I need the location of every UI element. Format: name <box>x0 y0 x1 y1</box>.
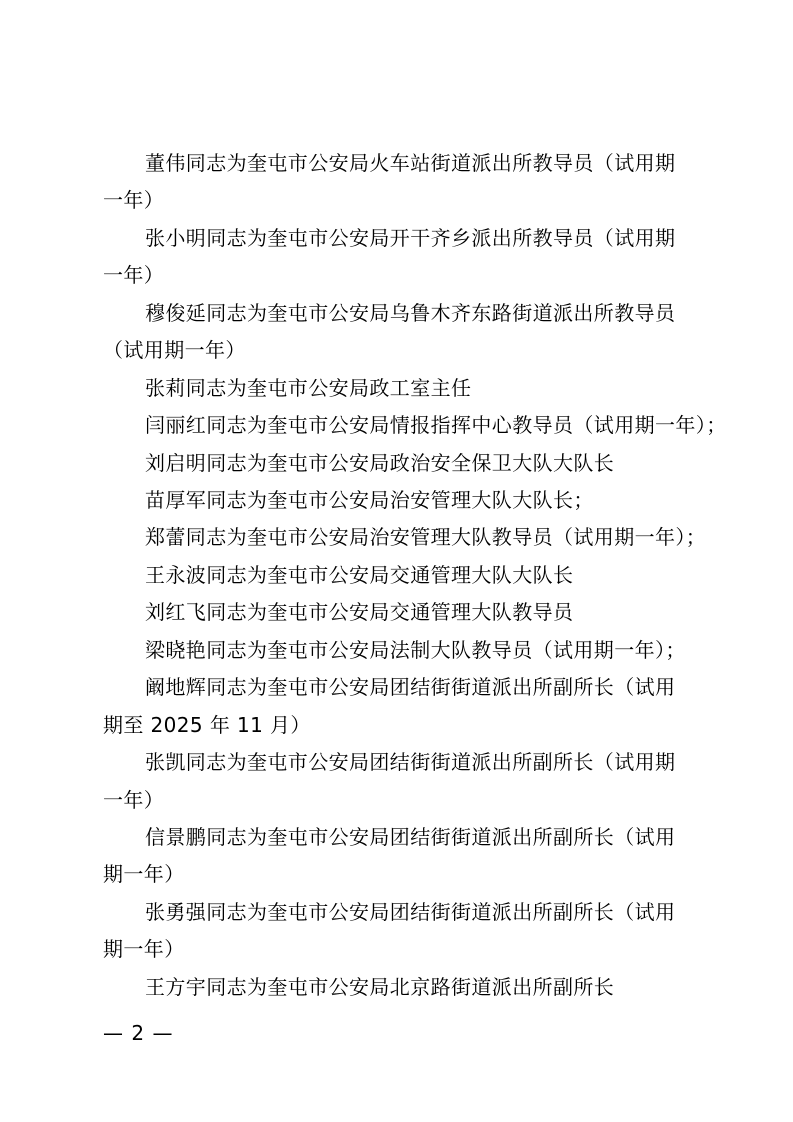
appointment-line-continuation: 一年） <box>103 188 165 212</box>
appointment-line: 穆俊延同志为奎屯市公安局乌鲁木齐东路街道派出所教导员 <box>145 301 676 325</box>
appointment-line: 信景鹏同志为奎屯市公安局团结街街道派出所副所长（试用 <box>145 825 676 849</box>
appointment-line: 张小明同志为奎屯市公安局开干齐乡派出所教导员（试用期 <box>145 226 676 250</box>
appointment-line: 苗厚军同志为奎屯市公安局治安管理大队大队长； <box>145 488 594 512</box>
appointment-line: 王方宇同志为奎屯市公安局北京路街道派出所副所长 <box>145 975 615 999</box>
appointment-line-continuation: 期一年） <box>103 862 185 886</box>
appointment-line: 郑蕾同志为奎屯市公安局治安管理大队教导员（试用期一年）； <box>145 525 707 549</box>
appointment-line: 董伟同志为奎屯市公安局火车站街道派出所教导员（试用期 <box>145 151 676 175</box>
appointment-line-continuation: 期至 2025 年 11 月） <box>103 713 311 737</box>
appointment-line: 张莉同志为奎屯市公安局政工室主任 <box>145 376 472 400</box>
appointment-line-continuation: 期一年） <box>103 937 185 961</box>
appointment-line-continuation: 一年） <box>103 263 165 287</box>
appointment-line: 刘红飞同志为奎屯市公安局交通管理大队教导员 <box>145 600 574 624</box>
appointment-line-continuation: 一年） <box>103 788 165 812</box>
appointment-line: 张凯同志为奎屯市公安局团结街街道派出所副所长（试用期 <box>145 750 676 774</box>
appointment-line: 刘启明同志为奎屯市公安局政治安全保卫大队大队长 <box>145 451 615 475</box>
appointment-line: 张勇强同志为奎屯市公安局团结街街道派出所副所长（试用 <box>145 900 676 924</box>
appointment-line: 阚地辉同志为奎屯市公安局团结街街道派出所副所长（试用 <box>145 675 676 699</box>
appointment-line-continuation: （试用期一年） <box>103 338 246 362</box>
appointment-line: 王永波同志为奎屯市公安局交通管理大队大队长 <box>145 563 574 587</box>
page-number: — 2 — <box>103 1021 174 1045</box>
appointment-line: 闫丽红同志为奎屯市公安局情报指挥中心教导员（试用期一年）； <box>145 413 727 437</box>
appointment-line: 梁晓艳同志为奎屯市公安局法制大队教导员（试用期一年）； <box>145 638 686 662</box>
